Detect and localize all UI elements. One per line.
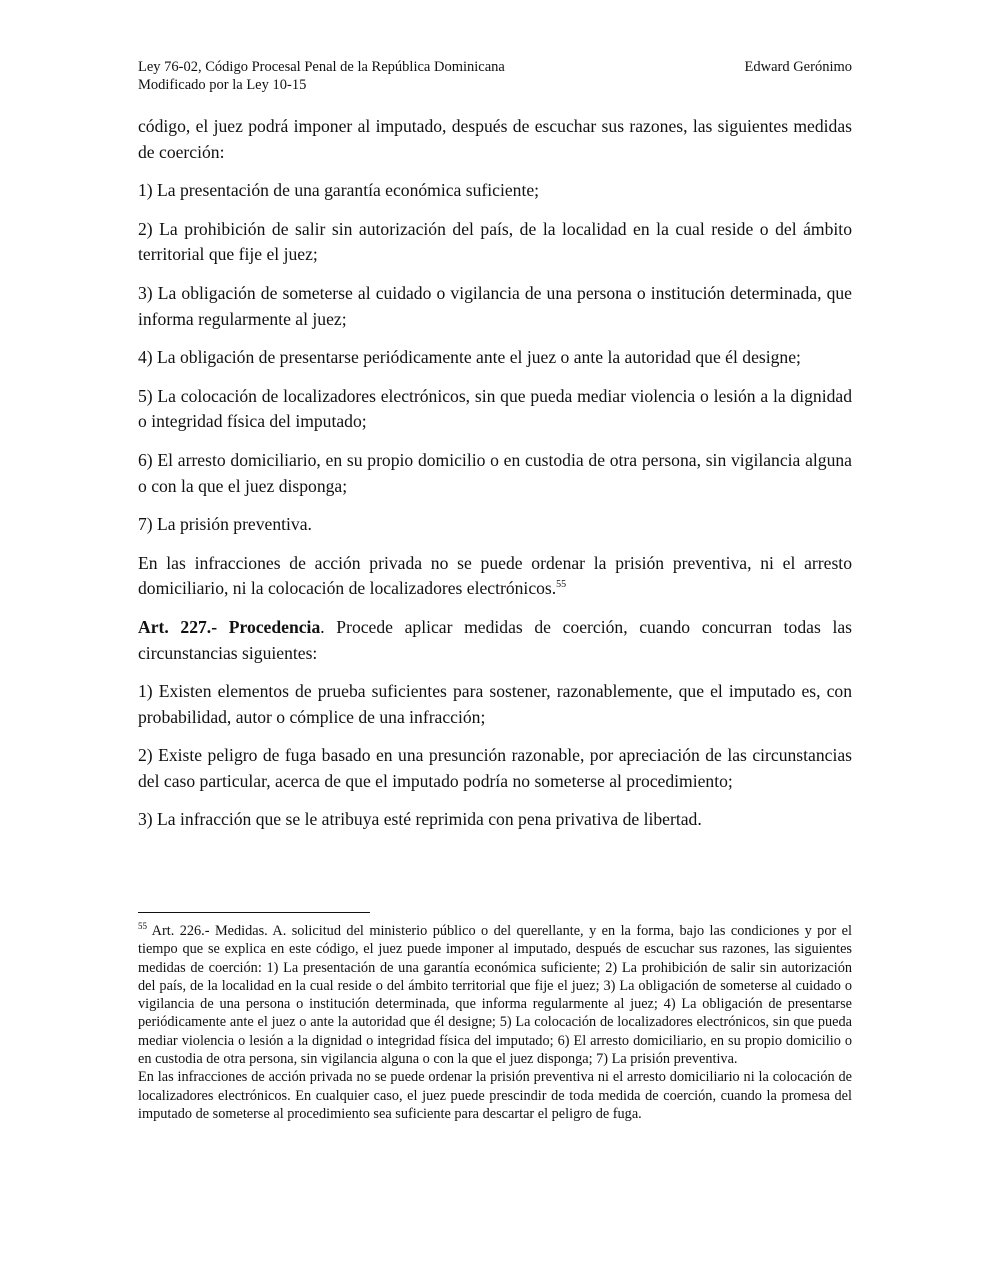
measure-item: 5) La colocación de localizadores electrónicos, sin que pueda mediar violencia o lesión a la dignidad o integridad física del imputado; xyxy=(138,385,852,432)
footnote-number: 55 xyxy=(138,921,147,932)
header-title: Ley 76-02, Código Procesal Penal de la República Dominicana xyxy=(138,59,505,75)
measure-item: 6) El arresto domiciliario, en su propio domicilio o en custodia de otra persona, sin vigilancia alguna o con la que el juez disponga; xyxy=(138,449,852,496)
footnote-paragraph xyxy=(138,922,852,1068)
article-227-text: . Procede aplicar medidas de coerción, cuando concurran todas las circunstancias siguientes: xyxy=(138,616,853,663)
condition-item: 1) Existen elementos de prueba suficientes para sostener, razonablemente, que el imputado es, con probabilidad, autor o cómplice de una infracción; xyxy=(138,681,852,727)
measure-item: 4) La obligación de presentarse periódicamente ante el juez o ante la autoridad que él designe; xyxy=(138,347,801,368)
article-227-paragraph xyxy=(138,615,852,666)
document-body xyxy=(138,114,852,846)
measure-item: 2) La prohibición de salir sin autorización del país, de la localidad en la cual reside o del ámbito territorial que fije el juez; xyxy=(138,218,852,265)
measure-item: 1) La presentación de una garantía económica suficiente; xyxy=(138,180,540,201)
footnote-paragraph: En las infracciones de acción privada no se puede ordenar la prisión preventiva ni el arresto domiciliario ni la colocación de localizadores electrónicos. En cualquier caso, el juez puede prescindir de toda medida de coerción, cuando la promesa del imputado de someterse al procedimiento sea suficiente para descartar el peligro de fuga. xyxy=(138,1069,852,1122)
page-header xyxy=(138,58,852,94)
footnote-separator xyxy=(138,912,370,913)
condition-item: 2) Existe peligro de fuga basado en una presunción razonable, por apreciación de las circunstancias del caso particular, acerca de que el imputado podría no someterse al procedimiento; xyxy=(138,745,852,791)
condition-item: 3) La infracción que se le atribuya esté reprimida con pena privativa de libertad. xyxy=(138,809,702,830)
header-subtitle: Modificado por la Ley 10-15 xyxy=(138,77,307,93)
footnote-reference[interactable]: 55 xyxy=(556,579,567,591)
private-action-paragraph xyxy=(138,551,852,602)
measure-item: 7) La prisión preventiva. xyxy=(138,514,312,535)
private-action-text: En las infracciones de acción privada no se puede ordenar la prisión preventiva, ni el arresto domiciliario, ni la colocación de localizadores electrónicos. xyxy=(138,552,852,599)
footnote xyxy=(138,922,852,1123)
header-author: Edward Gerónimo xyxy=(744,59,852,75)
article-227-heading: Art. 227.- Procedencia xyxy=(138,616,321,637)
footnote-text: Art. 226.- Medidas. A. solicitud del ministerio público o del querellante, y en la forma, bajo las condiciones y por el tiempo que se explica en este código, el juez puede imponer al imputado, después de escuchar sus razones, las siguientes medidas de coerción: 1) La presentación de una garantía económica suficiente; 2) La prohibición de salir sin autorización del país, de la localidad en la cual reside o del ámbito territorial que fije el juez; 3) La obligación de someterse al cuidado o vigilancia de una persona o institución determinada, que informa regularmente al juez; 4) La obligación de presentarse periódicamente ante el juez o ante la autoridad que él designe; 5) La colocación de localizadores electrónicos, sin que pueda mediar violencia o lesión a la dignidad o integridad física del imputado; 6) El arresto domiciliario, en su propio domicilio o en custodia de otra persona, sin vigilancia alguna o con la que el juez disponga; 7) La prisión preventiva. xyxy=(138,923,852,1068)
intro-paragraph: código, el juez podrá imponer al imputado, después de escuchar sus razones, las siguientes medidas de coerción: xyxy=(138,116,852,162)
measure-item: 3) La obligación de someterse al cuidado o vigilancia de una persona o institución determinada, que informa regularmente al juez; xyxy=(138,282,852,329)
